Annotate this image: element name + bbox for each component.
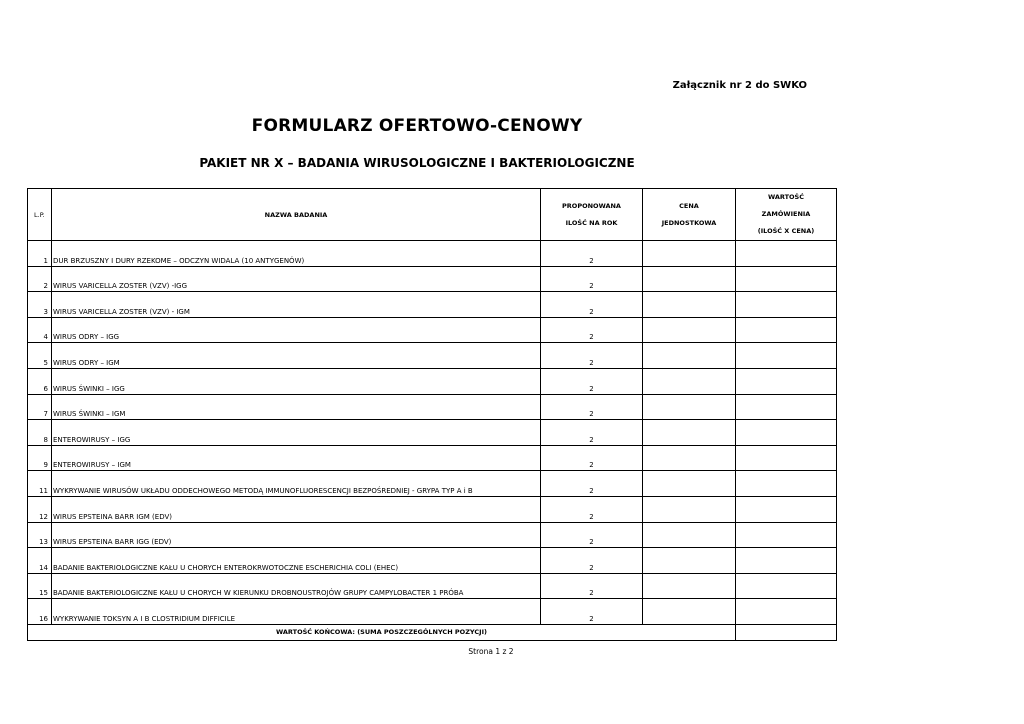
header-order-value-line3: (ILOŚĆ X CENA)	[757, 227, 815, 235]
row-lp: 1	[28, 241, 52, 267]
header-quantity	[541, 189, 643, 241]
row-test-name: WIRUS ŚWINKI – IGG	[52, 368, 541, 394]
row-unit-price-cell[interactable]	[643, 445, 736, 471]
table-row	[28, 445, 837, 471]
row-test-name: WYKRYWANIE TOKSYN A I B CLOSTRIDIUM DIFFICILE	[52, 599, 541, 625]
row-test-name: WIRUS ŚWINKI – IGM	[52, 394, 541, 420]
table-row	[28, 317, 837, 343]
row-unit-price-cell[interactable]	[643, 599, 736, 625]
row-lp: 5	[28, 343, 52, 369]
row-lp: 6	[28, 368, 52, 394]
row-quantity: 2	[541, 573, 643, 599]
row-quantity: 2	[541, 548, 643, 574]
row-lp: 9	[28, 445, 52, 471]
annex-label: Załącznik nr 2 do SWKO	[672, 80, 807, 91]
page-footer: Strona 1 z 2	[468, 647, 514, 656]
header-order-value-line2: ZAMÓWIENIA	[761, 210, 811, 218]
row-lp: 12	[28, 496, 52, 522]
table-row	[28, 599, 837, 625]
row-test-name: ENTEROWIRUSY – IGM	[52, 445, 541, 471]
row-order-value-cell[interactable]	[736, 241, 837, 267]
row-lp: 14	[28, 548, 52, 574]
row-quantity: 2	[541, 241, 643, 267]
row-order-value-cell[interactable]	[736, 573, 837, 599]
row-quantity: 2	[541, 394, 643, 420]
row-unit-price-cell[interactable]	[643, 292, 736, 318]
row-unit-price-cell[interactable]	[643, 343, 736, 369]
row-test-name: WIRUS ODRY – IGM	[52, 343, 541, 369]
row-order-value-cell[interactable]	[736, 599, 837, 625]
row-order-value-cell[interactable]	[736, 522, 837, 548]
row-order-value-cell[interactable]	[736, 394, 837, 420]
package-subtitle: PAKIET NR X – BADANIA WIRUSOLOGICZNE I BAKTERIOLOGICZNE	[199, 156, 635, 170]
row-order-value-cell[interactable]	[736, 368, 837, 394]
row-order-value-cell[interactable]	[736, 343, 837, 369]
row-unit-price-cell[interactable]	[643, 317, 736, 343]
row-unit-price-cell[interactable]	[643, 368, 736, 394]
row-order-value-cell[interactable]	[736, 548, 837, 574]
row-unit-price-cell[interactable]	[643, 573, 736, 599]
total-row	[28, 624, 837, 640]
table-row	[28, 292, 837, 318]
table-header-row	[28, 189, 837, 241]
row-test-name: BADANIE BAKTERIOLOGICZNE KAŁU U CHORYCH ENTEROKRWOTOCZNE ESCHERICHIA COLI (EHEC)	[52, 548, 541, 574]
row-order-value-cell[interactable]	[736, 420, 837, 446]
header-order-value-line1: WARTOŚĆ	[767, 193, 805, 201]
row-test-name: WIRUS EPSTEINA BARR IGG (EDV)	[52, 522, 541, 548]
offer-table	[27, 188, 837, 641]
table-row	[28, 471, 837, 497]
table-row	[28, 522, 837, 548]
row-unit-price-cell[interactable]	[643, 496, 736, 522]
row-quantity: 2	[541, 292, 643, 318]
table-row	[28, 241, 837, 267]
row-quantity: 2	[541, 343, 643, 369]
row-order-value-cell[interactable]	[736, 317, 837, 343]
row-unit-price-cell[interactable]	[643, 471, 736, 497]
row-test-name: WIRUS VARICELLA ZOSTER (VZV) -IGG	[52, 266, 541, 292]
table-row	[28, 548, 837, 574]
header-unit-price-line2: JEDNOSTKOWA	[661, 218, 717, 227]
row-lp: 2	[28, 266, 52, 292]
row-order-value-cell[interactable]	[736, 496, 837, 522]
row-lp: 8	[28, 420, 52, 446]
row-unit-price-cell[interactable]	[643, 394, 736, 420]
table-row	[28, 420, 837, 446]
row-quantity: 2	[541, 496, 643, 522]
row-unit-price-cell[interactable]	[643, 241, 736, 267]
row-quantity: 2	[541, 317, 643, 343]
table-row	[28, 573, 837, 599]
row-order-value-cell[interactable]	[736, 445, 837, 471]
table-row	[28, 368, 837, 394]
row-order-value-cell[interactable]	[736, 471, 837, 497]
table-row	[28, 496, 837, 522]
row-lp: 11	[28, 471, 52, 497]
table-row	[28, 394, 837, 420]
row-unit-price-cell[interactable]	[643, 548, 736, 574]
row-order-value-cell[interactable]	[736, 266, 837, 292]
row-lp: 4	[28, 317, 52, 343]
row-quantity: 2	[541, 522, 643, 548]
row-lp: 16	[28, 599, 52, 625]
header-quantity-line2: ILOŚĆ NA ROK	[565, 218, 618, 227]
row-order-value-cell[interactable]	[736, 292, 837, 318]
header-name: NAZWA BADANIA	[52, 189, 541, 241]
row-unit-price-cell[interactable]	[643, 420, 736, 446]
row-quantity: 2	[541, 599, 643, 625]
row-quantity: 2	[541, 266, 643, 292]
row-quantity: 2	[541, 420, 643, 446]
header-unit-price	[643, 189, 736, 241]
header-quantity-line1: PROPONOWANA	[562, 201, 621, 210]
total-label: WARTOŚĆ KOŃCOWA: (SUMA POSZCZEGÓLNYCH POZYCJI)	[28, 624, 736, 640]
row-quantity: 2	[541, 471, 643, 497]
header-order-value	[736, 189, 837, 241]
row-test-name: WYKRYWANIE WIRUSÓW UKŁADU ODDECHOWEGO METODĄ IMMUNOFLUORESCENCJI BEZPOŚREDNIEJ - GRYPA TYP A i B	[52, 471, 541, 497]
row-test-name: WIRUS ODRY – IGG	[52, 317, 541, 343]
row-lp: 3	[28, 292, 52, 318]
row-lp: 15	[28, 573, 52, 599]
row-test-name: ENTEROWIRUSY – IGG	[52, 420, 541, 446]
row-quantity: 2	[541, 368, 643, 394]
row-test-name: WIRUS EPSTEINA BARR IGM (EDV)	[52, 496, 541, 522]
form-title: FORMULARZ OFERTOWO-CENOWY	[251, 116, 583, 136]
table-row	[28, 266, 837, 292]
total-value-cell[interactable]	[736, 624, 837, 640]
row-test-name: BADANIE BAKTERIOLOGICZNE KAŁU U CHORYCH W KIERUNKU DROBNOUSTROJÓW GRUPY CAMPYLOBACTER 1 PRÓBA	[52, 573, 541, 599]
header-unit-price-line1: CENA	[679, 201, 699, 210]
row-lp: 7	[28, 394, 52, 420]
row-unit-price-cell[interactable]	[643, 522, 736, 548]
row-quantity: 2	[541, 445, 643, 471]
row-test-name: DUR BRZUSZNY I DURY RZEKOME – ODCZYN WIDALA (10 ANTYGENÓW)	[52, 241, 541, 267]
table-row	[28, 343, 837, 369]
row-lp: 13	[28, 522, 52, 548]
row-unit-price-cell[interactable]	[643, 266, 736, 292]
row-test-name: WIRUS VARICELLA ZOSTER (VZV) - IGM	[52, 292, 541, 318]
header-lp: L.P.	[28, 189, 52, 241]
